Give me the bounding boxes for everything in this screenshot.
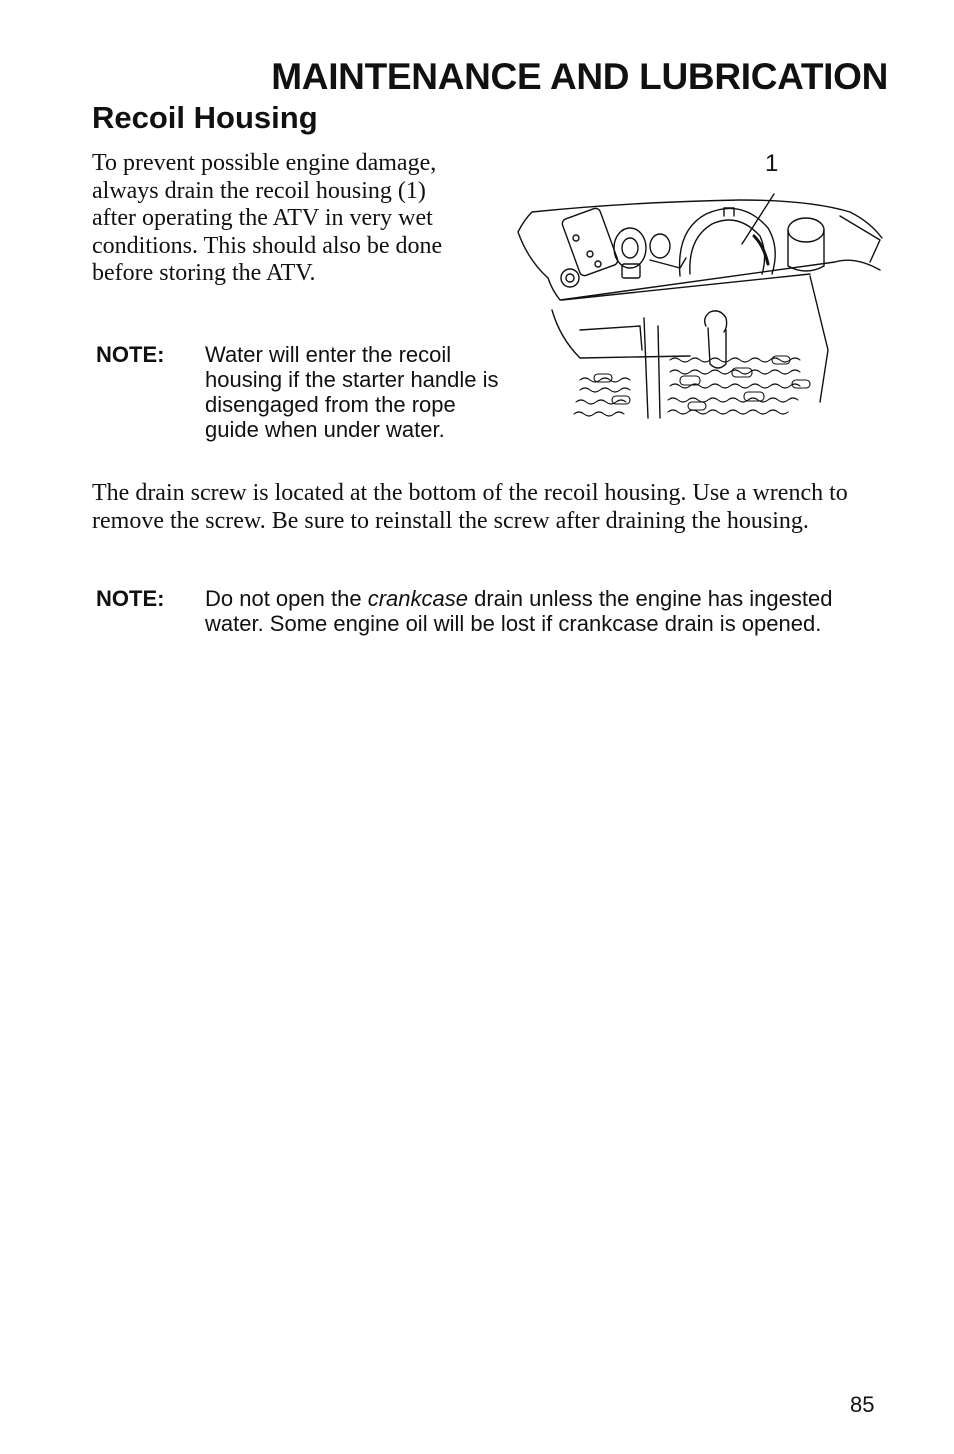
subsection-title: Recoil Housing bbox=[92, 100, 318, 135]
drain-screw-paragraph: The drain screw is located at the bottom of the recoil housing. Use a wrench to remove the screw. Be sure to reinstall the screw after draining the housing. bbox=[92, 480, 848, 534]
recoil-housing-illustration bbox=[510, 150, 890, 425]
note-text-start: Do not open the bbox=[205, 586, 368, 611]
note-water-entry bbox=[96, 342, 515, 442]
section-title: MAINTENANCE AND LUBRICATION bbox=[271, 56, 888, 97]
page-number: 85 bbox=[850, 1392, 875, 1417]
note-label: NOTE: bbox=[96, 586, 165, 611]
note-label: NOTE: bbox=[96, 342, 165, 367]
figure-callout-number: 1 bbox=[765, 150, 779, 177]
note-text bbox=[205, 586, 855, 636]
intro-paragraph: To prevent possible engine damage, always drain the recoil housing (1) after operating the ATV in very wet conditions. This should also be done before storing the ATV. bbox=[92, 150, 443, 286]
crankcase-emphasis: crankcase bbox=[367, 586, 468, 611]
note-text: Water will enter the recoil housing if the starter handle is disengaged from the rope guide when under water. bbox=[205, 342, 499, 442]
note-crankcase-drain bbox=[96, 586, 855, 636]
note-text-end: drain unless the engine has ingested water. Some engine oil will be lost if crankcase drain is opened. bbox=[205, 586, 833, 636]
